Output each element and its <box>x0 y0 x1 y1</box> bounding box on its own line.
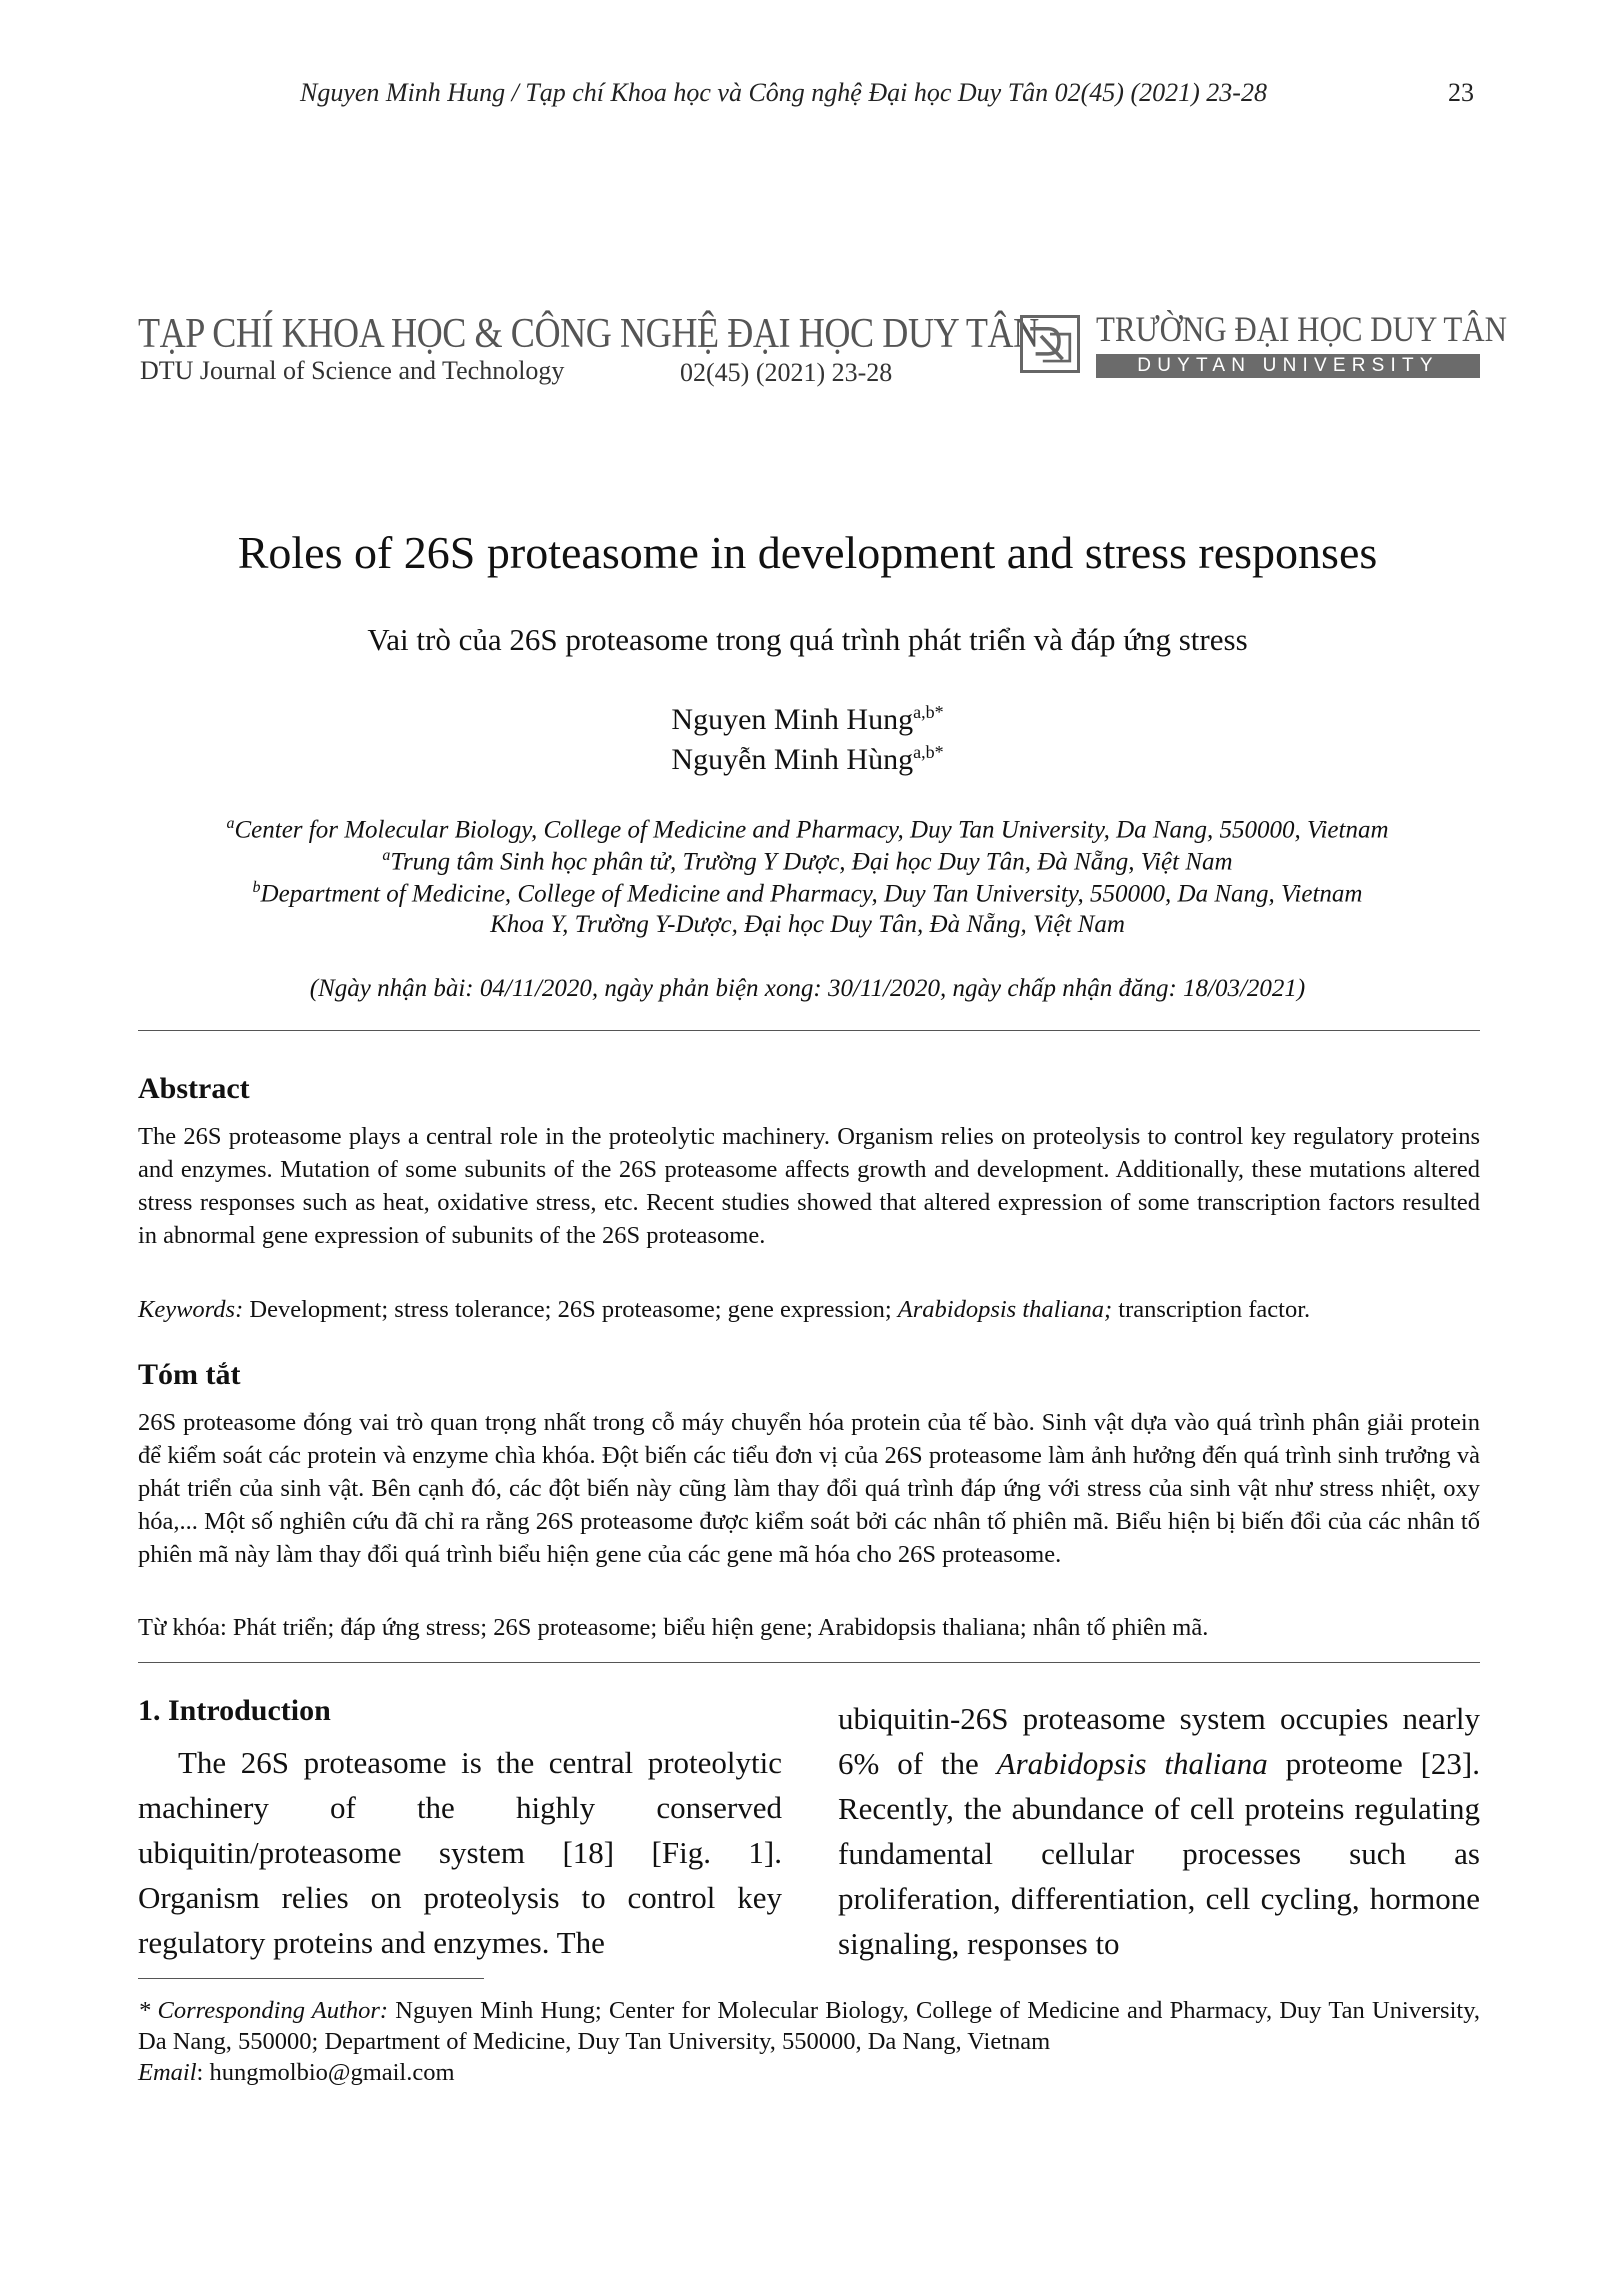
tomtat-text: 26S proteasome đóng vai trò quan trọng nhất trong cỗ máy chuyển hóa protein của tế bào. Sinh vật dựa vào quá trình phân giải protein để kiểm soát các protein và enzyme chìa khóa. Đột biến các tiểu đơn vị của 26S proteasome làm ảnh hưởng đến quá trình sinh trưởng và phát triển của sinh vật. Bên cạnh đó, các đột biến này cũng làm thay đổi quá trình đáp ứng với stress của sinh vật như stress nhiệt, oxy hóa,... Một số nghiên cứu đã chỉ ra rằng 26S proteasome được kiểm soát bởi các nhân tố phiên mã. Biểu hiện bị biến đổi của các nhân tố phiên mã này làm thay đổi quá trình biểu hiện gene của các gene mã hóa cho 26S proteasome. <box>138 1409 1480 1568</box>
intro-right-text-end: proteome [23]. Recently, the abundance of cell proteins regulating fundamental cellular processes such as proliferation, differentiation, cell cycling, hormone signaling, responses to <box>838 1746 1480 1961</box>
author-vn <box>0 742 1615 777</box>
affiliation-sup: b <box>252 879 261 896</box>
article-title: Roles of 26S proteasome in development and stress responses <box>237 527 1378 578</box>
author-en <box>0 702 1615 737</box>
footnote-label: * Corresponding Author: <box>138 1997 389 2024</box>
footnote-email: : hungmolbio@gmail.com <box>196 2059 455 2086</box>
affiliation-text: Center for Molecular Biology, College of Medicine and Pharmacy, Duy Tan University, Da Nang, 550000, Vietnam <box>234 816 1389 844</box>
keywords-label: Keywords: <box>138 1296 244 1323</box>
introduction-heading: 1. Introduction <box>138 1694 331 1727</box>
affiliation <box>0 847 1615 876</box>
duytan-logo-icon <box>1020 315 1080 373</box>
author-sup: a,b* <box>913 702 944 722</box>
abstract-heading: Abstract <box>138 1072 250 1105</box>
author-name: Nguyen Minh Hung <box>671 703 914 736</box>
footnote <box>138 1995 1480 2088</box>
affiliation-sup: a <box>226 815 235 832</box>
abstract-text: The 26S proteasome plays a central role in the proteolytic machinery. Organism relies on proteolysis to control key regulatory proteins and enzymes. Mutation of some subunits of the 26S proteasome affects growth and development. Additionally, these mutations altered stress responses such as heat, oxidative stress, etc. Recent studies showed that altered expression of some transcription factors resulted in abnormal gene expression of subunits of the 26S proteasome. <box>138 1123 1480 1249</box>
journal-title-en: DTU Journal of Science and Technology <box>140 356 565 385</box>
tomtat-heading: Tóm tắt <box>138 1358 241 1391</box>
affiliation <box>0 879 1615 908</box>
tomtat-keywords: Từ khóa: Phát triển; đáp ứng stress; 26S proteasome; biểu hiện gene; Arabidopsis thaliana; nhân tố phiên mã. <box>138 1614 1209 1641</box>
running-head: Nguyen Minh Hung / Tạp chí Khoa học và Công nghệ Đại học Duy Tân 02(45) (2021) 23-28 <box>300 78 1267 107</box>
introduction-left-column: The 26S proteasome is the central proteolytic machinery of the highly conserved ubiquitin/proteasome system [18] [Fig. 1]. Organism relies on proteolysis to control key regulatory proteins and enzymes. The <box>138 1745 782 1960</box>
affiliation-text: Trung tâm Sinh học phân tử, Trường Y Dược, Đại học Duy Tân, Đà Nẵng, Việt Nam <box>390 848 1233 876</box>
page-number: 23 <box>1448 78 1474 107</box>
received-dates: (Ngày nhận bài: 04/11/2020, ngày phản biện xong: 30/11/2020, ngày chấp nhận đăng: 18/03/2021) <box>309 975 1306 1002</box>
keywords-text: Development; stress tolerance; 26S proteasome; gene expression; <box>243 1296 898 1323</box>
footnote-rule <box>138 1978 484 1979</box>
author-sup: a,b* <box>913 742 944 762</box>
journal-title-vn: TẠP CHÍ KHOA HỌC & CÔNG NGHỆ ĐẠI HỌC DUY TÂN <box>138 311 1039 357</box>
introduction-right-column <box>838 1696 1480 1966</box>
footnote-text: Nguyen Minh Hung; Center for Molecular Biology, College of Medicine and Pharmacy, Duy Tan University, Da Nang, 550000; Department of Medicine, Duy Tan University, 550000, Da Nang, Vietnam <box>138 1997 1480 2055</box>
footnote-email-label: Email <box>138 2059 197 2086</box>
divider <box>138 1030 1480 1031</box>
affiliation-sup: a <box>382 847 391 864</box>
keywords-text-end: transcription factor. <box>1112 1296 1311 1323</box>
article-subtitle: Vai trò của 26S proteasome trong quá trình phát triển và đáp ứng stress <box>367 622 1248 657</box>
university-name-en: DUYTAN UNIVERSITY <box>1096 354 1480 378</box>
affiliation <box>0 815 1615 844</box>
abstract-keywords <box>138 1296 1480 1324</box>
affiliation <box>0 911 1615 939</box>
intro-right-species: Arabidopsis thaliana <box>996 1746 1268 1781</box>
keywords-species: Arabidopsis thaliana; <box>897 1296 1113 1323</box>
affiliation-text: Department of Medicine, College of Medicine and Pharmacy, Duy Tan University, 550000, Da Nang, Vietnam <box>260 880 1363 908</box>
intro-right-text: ubiquitin-26S proteasome system occupies nearly 6% of the <box>838 1701 1480 1781</box>
affiliation-text: Khoa Y, Trường Y-Dược, Đại học Duy Tân, Đà Nẵng, Việt Nam <box>490 911 1125 938</box>
author-name: Nguyễn Minh Hùng <box>671 743 914 776</box>
university-name-vn: TRƯỜNG ĐẠI HỌC DUY TÂN <box>1096 309 1508 349</box>
divider <box>138 1662 1480 1663</box>
journal-issue: 02(45) (2021) 23-28 <box>680 358 893 387</box>
